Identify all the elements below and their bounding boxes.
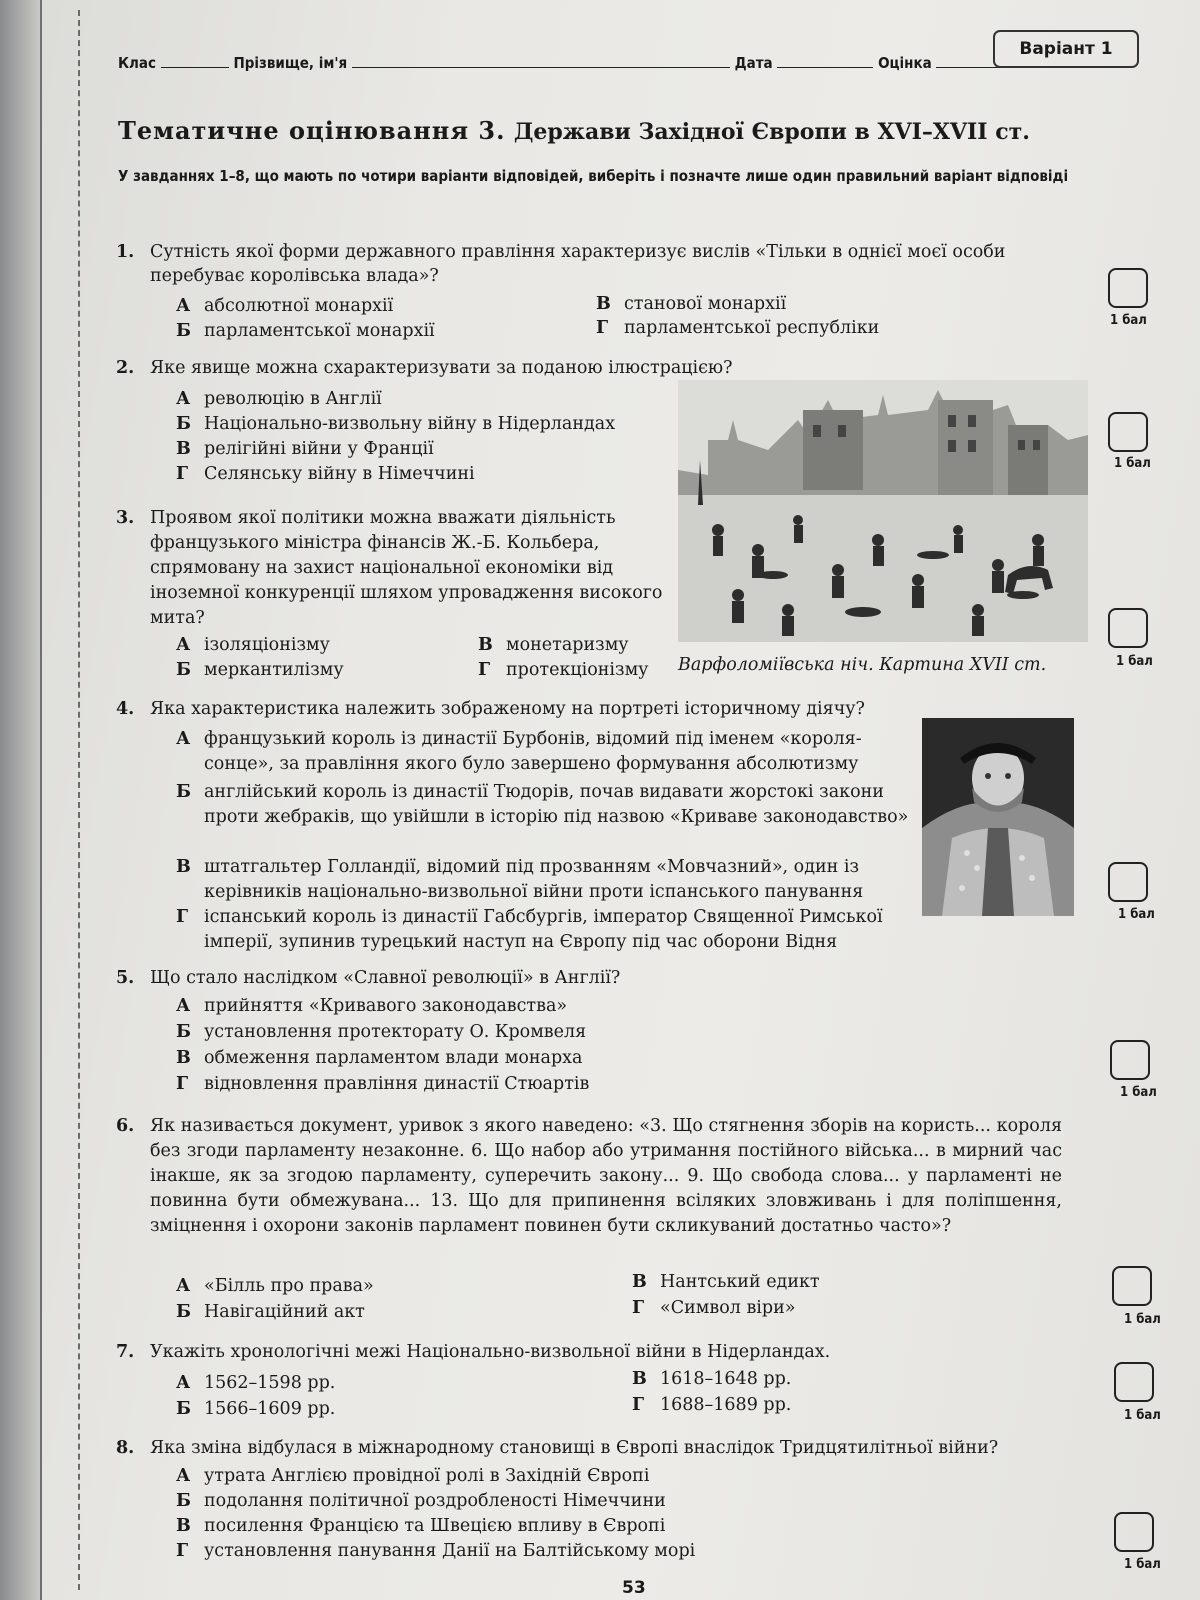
header-fields bbox=[118, 54, 1000, 72]
answer-box-4[interactable] bbox=[1108, 862, 1148, 902]
question-number: 8. bbox=[116, 1438, 135, 1458]
q2-option-v[interactable]: В релігійні війни у Франції bbox=[176, 439, 434, 459]
q1-option-b[interactable]: Б парламентської монархії bbox=[176, 321, 435, 341]
page-title bbox=[118, 116, 1030, 145]
grade-label: Оцінка bbox=[878, 54, 932, 72]
q7-option-a[interactable]: А 1562–1598 рр. bbox=[176, 1373, 336, 1393]
q5-option-g[interactable]: Г відновлення правління династії Стюартів bbox=[176, 1074, 590, 1094]
q2-option-g[interactable]: Г Селянську війну в Німеччині bbox=[176, 464, 475, 484]
q6-option-v[interactable]: В Нантський едикт bbox=[632, 1272, 820, 1292]
question-text: Яке явище можна схарактеризувати за поданою ілюстрацією? bbox=[150, 358, 733, 378]
answer-box-8[interactable] bbox=[1114, 1512, 1154, 1552]
q3-option-v[interactable]: В монетаризму bbox=[478, 635, 629, 655]
grade-field[interactable] bbox=[936, 55, 1000, 68]
q4-option-a[interactable]: А французький король із династії Бурбонів, відомий під іменем «короля-сонце», за правління якого було завершено формування абсолютизму bbox=[176, 729, 862, 774]
title-bold: Тематичне оцінювання 3. bbox=[118, 116, 506, 145]
title-rest: Держави Західної Європи в XVI–XVII ст. bbox=[513, 119, 1030, 145]
answer-box-1[interactable] bbox=[1108, 268, 1148, 308]
answer-box-6[interactable] bbox=[1112, 1266, 1152, 1306]
question-6 bbox=[116, 1114, 1066, 1254]
question-number: 7. bbox=[116, 1342, 135, 1362]
cut-line bbox=[78, 10, 80, 1590]
score-6: 1 бал bbox=[1124, 1312, 1161, 1327]
variant-box: Варіант 1 bbox=[993, 30, 1139, 68]
answer-box-3[interactable] bbox=[1108, 608, 1148, 648]
question-number: 5. bbox=[116, 968, 135, 988]
q3-option-g[interactable]: Г протекціонізму bbox=[478, 660, 649, 680]
q4-option-b[interactable]: Б англійський король із династії Тюдорів, почав видавати жорстокі закони проти жебраків, що увійшли в історію під назвою «Криваве законодавство» bbox=[176, 782, 909, 827]
q8-option-b[interactable]: Б подолання політичної роздробленості Німеччини bbox=[176, 1491, 666, 1511]
q8-option-g[interactable]: Г установлення панування Данії на Балтійському морі bbox=[176, 1541, 696, 1561]
question-number: 2. bbox=[116, 358, 135, 378]
score-5: 1 бал bbox=[1120, 1085, 1157, 1100]
instruction: У завданнях 1–8, що мають по чотири варіанти відповідей, виберіть і позначте лише один правильний варіант відповіді bbox=[118, 167, 1069, 185]
painting-image bbox=[678, 380, 1088, 642]
page-number: 53 bbox=[622, 1578, 646, 1598]
q5-option-b[interactable]: Б установлення протекторату О. Кромвеля bbox=[176, 1022, 587, 1042]
date-label: Дата bbox=[734, 54, 773, 72]
q1-option-a[interactable]: А абсолютної монархії bbox=[176, 296, 394, 316]
question-text: Яка зміна відбулася в міжнародному становищі в Європі внаслідок Тридцятилітньої війни? bbox=[150, 1438, 999, 1458]
portrait-drawing bbox=[922, 718, 1074, 916]
answer-box-7[interactable] bbox=[1114, 1362, 1154, 1402]
score-1: 1 бал bbox=[1110, 313, 1147, 328]
score-3: 1 бал bbox=[1116, 654, 1153, 669]
class-field[interactable] bbox=[161, 55, 229, 68]
q4-option-v[interactable]: В штатгальтер Голландії, відомий під прозванням «Мовчазний», один із керівників національно-визвольної війни проти іспанського панування bbox=[176, 857, 864, 902]
question-number: 4. bbox=[116, 699, 135, 719]
q7-option-g[interactable]: Г 1688–1689 рр. bbox=[632, 1395, 792, 1415]
adjacent-page-edge bbox=[0, 0, 40, 1600]
portrait-image bbox=[922, 718, 1074, 916]
q4-option-g[interactable]: Г іспанський король із династії Габсбургів, імператор Священної Римської імперії, зупинив турецький наступ на Європу під час оборони Відня bbox=[176, 907, 883, 952]
date-field[interactable] bbox=[777, 55, 873, 68]
q1-option-v[interactable]: В станової монархії bbox=[596, 294, 787, 314]
question-8 bbox=[116, 1436, 1096, 1462]
q3-option-a[interactable]: А ізоляціонізму bbox=[176, 635, 330, 655]
question-5 bbox=[116, 966, 816, 992]
question-text: Яка характеристика належить зображеному на портреті історичному діячу? bbox=[150, 699, 865, 719]
question-text: Як називається документ, уривок з якого наведено: «3. Що стягнення зборів на користь... короля без згоди парламенту незаконне. 6. Що набор або утримання постійного війська... в мирний час інакше, як за згодою парламенту, суперечить закону... 9. Що свобода слова... у парламенті не повинна бути обмежувана... 13. Що для припинення всіляких зловживань і для поліпшення, зміцнення і охорони законів парламент повинен бути скликуваний достатньо часто»? bbox=[150, 1116, 1062, 1236]
q8-option-a[interactable]: А утрата Англією провідної ролі в Західній Європі bbox=[176, 1466, 650, 1486]
answer-box-2[interactable] bbox=[1108, 412, 1148, 452]
q6-option-g[interactable]: Г «Символ віри» bbox=[632, 1298, 796, 1318]
question-text: Сутність якої форми державного правління характеризує вислів «Тільки в однієї моєї особи перебуває королівська влада»? bbox=[150, 242, 1006, 286]
q5-option-a[interactable]: А прийняття «Кривавого законодавства» bbox=[176, 996, 568, 1016]
question-text: Що стало наслідком «Славної революції» в Англії? bbox=[150, 968, 621, 988]
score-2: 1 бал bbox=[1114, 456, 1151, 471]
question-3 bbox=[116, 506, 676, 632]
q8-option-v[interactable]: В посилення Францією та Швецією впливу в Європі bbox=[176, 1516, 666, 1536]
score-7: 1 бал bbox=[1124, 1408, 1161, 1423]
question-number: 1. bbox=[116, 242, 135, 262]
q7-option-b[interactable]: Б 1566–1609 рр. bbox=[176, 1399, 336, 1419]
q1-option-g[interactable]: Г парламентської республіки bbox=[596, 318, 880, 338]
score-4: 1 бал bbox=[1118, 907, 1155, 922]
painting-caption: Варфоломіївська ніч. Картина XVII ст. bbox=[678, 655, 1047, 675]
q7-option-v[interactable]: В 1618–1648 рр. bbox=[632, 1369, 792, 1389]
q2-option-b[interactable]: Б Національно-визвольну війну в Нідерландах bbox=[176, 414, 616, 434]
question-number: 3. bbox=[116, 508, 135, 528]
question-4 bbox=[116, 697, 956, 723]
answer-box-5[interactable] bbox=[1110, 1040, 1150, 1080]
bartholomew-night-painting bbox=[678, 380, 1088, 642]
question-1 bbox=[116, 240, 1056, 292]
question-number: 6. bbox=[116, 1116, 135, 1136]
name-label: Прізвище, ім'я bbox=[233, 54, 348, 72]
class-label: Клас bbox=[118, 54, 157, 72]
q6-option-b[interactable]: Б Навігаційний акт bbox=[176, 1302, 365, 1322]
question-text: Укажіть хронологічні межі Національно-визвольної війни в Нідерландах. bbox=[150, 1342, 831, 1362]
question-2 bbox=[116, 356, 816, 382]
question-7 bbox=[116, 1340, 956, 1366]
question-text: Проявом якої політики можна вважати діяльність французького міністра фінансів Ж.-Б. Кольбера, спрямовану на захист національної економіки від іноземної конкуренції шляхом упровадження високого мита? bbox=[150, 508, 663, 628]
score-8: 1 бал bbox=[1124, 1557, 1161, 1572]
q2-option-a[interactable]: А революцію в Англії bbox=[176, 389, 382, 409]
name-field[interactable] bbox=[352, 55, 730, 68]
q3-option-b[interactable]: Б меркантилізму bbox=[176, 660, 344, 680]
q6-option-a[interactable]: А «Білль про права» bbox=[176, 1276, 374, 1296]
q5-option-v[interactable]: В обмеження парламентом влади монарха bbox=[176, 1048, 583, 1068]
